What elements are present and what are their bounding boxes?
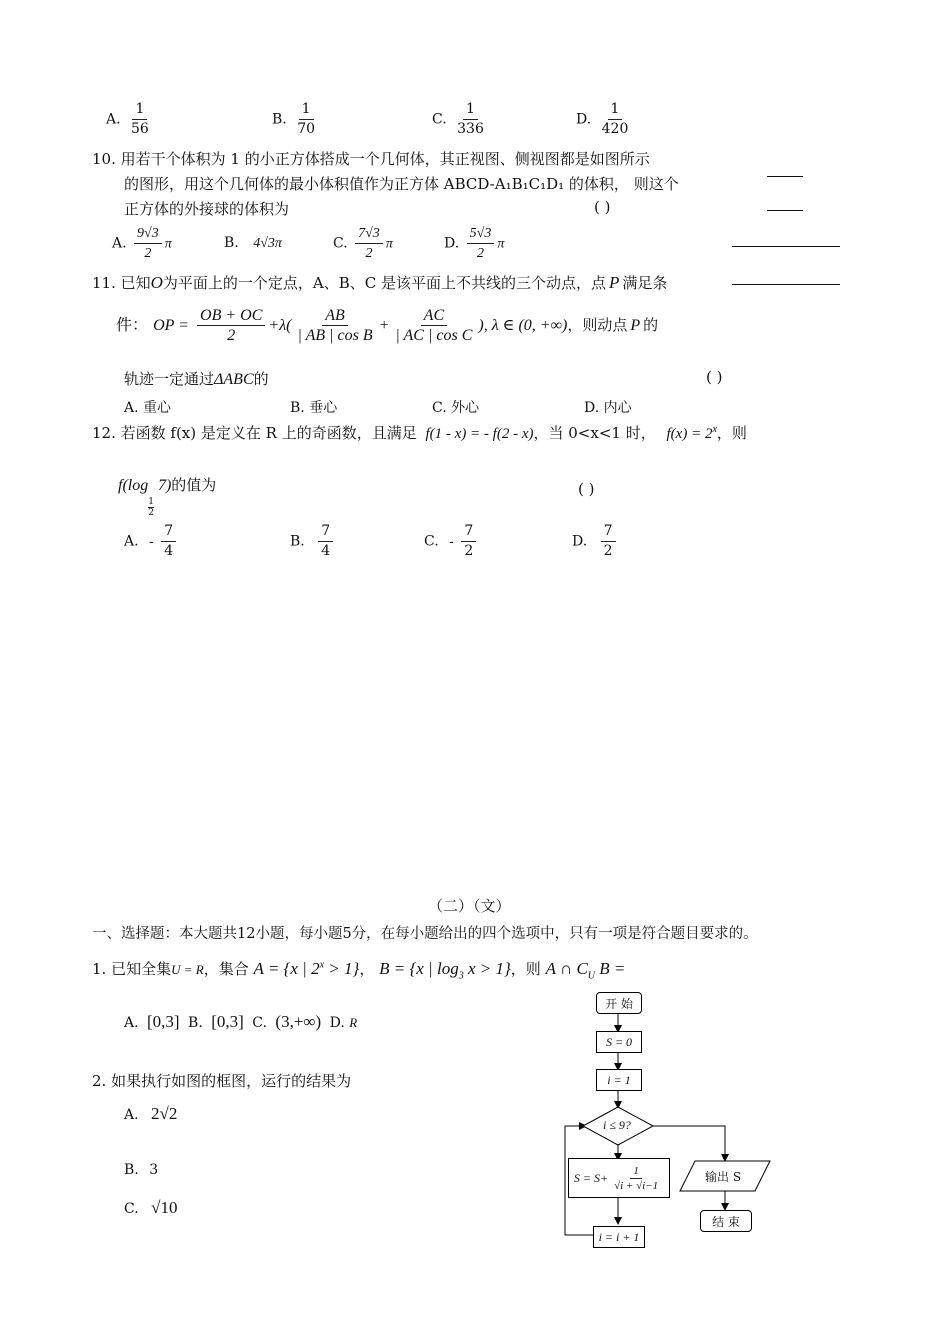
option-label: A.	[112, 235, 127, 252]
option-label: C.	[424, 533, 439, 550]
text: 1. 已知全集	[92, 960, 172, 978]
fraction	[128, 100, 152, 139]
denominator: 2	[603, 543, 613, 559]
q11-option-d: D. 内心	[584, 400, 632, 416]
text: 件：	[116, 315, 149, 334]
p2-option-c	[124, 1198, 177, 1218]
denominator: 420	[601, 121, 629, 137]
option-value: R	[349, 1015, 358, 1030]
option-label: B.	[224, 235, 239, 251]
option-label: B.	[290, 533, 305, 550]
universal-set: U = R	[171, 962, 204, 977]
set-a-body: A = {x | 2	[253, 959, 320, 978]
text: 的	[253, 370, 269, 388]
text: ，当 0<x<1 时，	[533, 424, 656, 442]
flowchart-output: 输出 S	[705, 1170, 742, 1184]
q9-option-d	[576, 100, 634, 139]
option-label: D.	[329, 1015, 345, 1031]
q11-line-3	[124, 368, 269, 389]
numerator: 7	[161, 522, 176, 542]
fraction	[611, 1164, 661, 1193]
text: ，则	[716, 424, 747, 442]
denominator: 2	[476, 246, 484, 261]
flowchart-i-init: i = 1	[596, 1069, 642, 1091]
q10-answer-paren: ( )	[594, 198, 611, 216]
figure-line	[767, 210, 803, 211]
text: 11. 已知	[92, 274, 151, 292]
option-value: [0,3]	[211, 1012, 244, 1031]
q9-option-b	[272, 100, 321, 139]
q10-option-b	[224, 235, 282, 252]
set-b-end: x > 1}	[463, 959, 511, 978]
fraction	[467, 224, 495, 263]
numerator: 1	[630, 1164, 642, 1179]
option-label: D.	[572, 533, 588, 550]
figure-line	[732, 284, 840, 285]
set-a-end: > 1}	[324, 959, 360, 978]
log-base	[148, 497, 154, 518]
p1-question	[92, 958, 625, 981]
q12-option-b	[290, 522, 336, 561]
numerator: 1	[148, 497, 154, 507]
lambda: +λ(	[268, 317, 292, 334]
denominator: 2	[227, 327, 236, 344]
set-b	[379, 959, 511, 982]
q12-option-c	[424, 522, 479, 561]
option-label: D.	[444, 235, 460, 252]
log-argument: 7)	[153, 477, 172, 494]
denominator: 2	[148, 508, 154, 518]
numerator: 1	[299, 100, 314, 120]
flowchart-update-s	[568, 1158, 670, 1198]
flowchart-increment: i = i + 1	[593, 1226, 645, 1248]
option-value: 3	[149, 1162, 159, 1178]
expression-body: A ∩ C	[545, 959, 588, 978]
plus-sign: +	[378, 317, 390, 334]
denominator: | AB | cos B	[297, 327, 373, 344]
fraction	[454, 100, 487, 139]
fraction	[294, 306, 375, 345]
option-label: B.	[188, 1015, 203, 1031]
expression	[545, 959, 626, 982]
exponent: x	[712, 424, 717, 435]
text: ，则	[510, 960, 541, 978]
text: 轨迹一定通过	[124, 370, 215, 388]
numerator: AC	[421, 306, 447, 326]
denominator: √i + √i−1	[614, 1179, 659, 1192]
vector-op: OP =	[153, 317, 189, 334]
q10-line-3: 正方体的外接球的体积为	[124, 200, 290, 218]
q12-option-a	[124, 522, 179, 561]
point-o: O	[150, 273, 163, 292]
q12-answer-paren: ( )	[578, 480, 595, 498]
triangle-abc: ΔABC	[214, 371, 254, 388]
pi-symbol: π	[164, 236, 172, 252]
option-label: C.	[333, 235, 348, 252]
q10-line-2: 的图形，用这个几何体的最小体积值作为正方体 ABCD-A₁B₁C₁D₁ 的体积， 则这个	[124, 175, 679, 193]
q9-option-a	[106, 100, 155, 139]
option-label: C.	[432, 111, 447, 128]
denominator: 2	[464, 543, 474, 559]
option-value: 2√2	[151, 1104, 178, 1123]
flowchart-start: 开 始	[596, 992, 642, 1014]
numerator: 7√3	[355, 224, 383, 244]
text: ，	[359, 960, 375, 978]
q12-line-2	[118, 474, 216, 518]
log-expression: f(log	[118, 477, 149, 494]
fraction	[355, 224, 383, 263]
q10-option-d	[444, 224, 504, 263]
q10-option-a	[112, 224, 172, 263]
q11-option-c: C. 外心	[432, 400, 480, 416]
option-value: [0,3]	[147, 1012, 180, 1031]
fraction	[294, 100, 318, 139]
option-label: C.	[252, 1015, 267, 1031]
section-heading: （二）（文）	[428, 897, 511, 915]
option-label: B.	[272, 111, 287, 128]
text: 的值为	[171, 476, 217, 494]
set-a	[254, 959, 360, 978]
condition: f(1 - x) = - f(2 - x)	[425, 426, 534, 442]
text: 12. 若函数 f(x) 是定义在 R 上的奇函数，且满足	[92, 424, 417, 442]
section-intro: 一、选择题：本大题共12小题，每小题5分，在每小题给出的四个选项中，只有一项是符合题目要求的。	[92, 926, 758, 942]
flowchart-end: 结 束	[700, 1210, 752, 1232]
flowchart-s-init: S = 0	[596, 1031, 642, 1053]
q11-answer-paren: ( )	[706, 368, 723, 386]
p1-options	[124, 1012, 357, 1032]
option-value: 4√3π	[253, 236, 282, 251]
function-def	[667, 426, 717, 442]
set-b-body: B = {x | log	[379, 959, 459, 978]
function-base: f(x) = 2	[666, 426, 713, 442]
q9-option-c	[432, 100, 490, 139]
numerator: 1	[608, 100, 623, 120]
q12-option-d	[572, 522, 619, 561]
q10-line-1: 10. 用若干个体积为 1 的小正方体搭成一个几何体，其正视图、侧视图都是如图所示	[92, 150, 650, 168]
fraction	[134, 224, 162, 263]
option-value: √10	[151, 1198, 178, 1217]
point-p: P	[630, 317, 641, 334]
fraction	[599, 100, 632, 139]
pi-symbol: π	[497, 236, 505, 252]
fraction	[197, 306, 265, 345]
update-s-left: S = S+	[573, 1170, 609, 1185]
numerator: 7	[318, 522, 333, 542]
fraction	[318, 522, 333, 561]
numerator: 1	[132, 100, 147, 120]
text: 的	[643, 316, 659, 334]
denominator: | AC | cos C	[395, 327, 473, 344]
numerator: 1	[463, 100, 478, 120]
denominator: 2	[365, 246, 373, 261]
text: ，集合	[203, 960, 249, 978]
q12-line-1	[92, 422, 747, 443]
fraction	[461, 522, 476, 561]
p2-option-b	[124, 1162, 158, 1178]
option-label: B.	[124, 1162, 139, 1178]
sign: -	[149, 533, 154, 550]
q11-line-1	[92, 272, 667, 293]
exponent: x	[319, 959, 325, 971]
fraction	[161, 522, 176, 561]
option-label: A.	[124, 1015, 139, 1031]
fraction	[392, 306, 475, 345]
numerator: 7	[461, 522, 476, 542]
p2-option-a	[124, 1104, 177, 1124]
q11-line-2	[116, 306, 658, 345]
text: 为平面上的一个定点，A、B、C 是该平面上不共线的三个动点，点	[162, 274, 607, 292]
denominator: 2	[144, 246, 152, 261]
denominator: 4	[164, 543, 174, 559]
option-label: D.	[576, 111, 592, 128]
denominator: 336	[457, 121, 484, 137]
numerator: 7	[601, 522, 616, 542]
expression-end: B =	[595, 959, 626, 978]
option-label: C.	[124, 1201, 139, 1217]
text: ，则动点	[567, 316, 628, 334]
subscript: 3	[458, 970, 464, 982]
text: 满足条	[622, 274, 668, 292]
numerator: 5√3	[467, 224, 495, 244]
figure-line	[767, 176, 803, 177]
q11-option-a: A. 重心	[124, 400, 172, 416]
numerator: AB	[322, 306, 348, 326]
sign: -	[449, 533, 454, 550]
option-label: A.	[106, 111, 121, 128]
option-label: A.	[124, 533, 139, 550]
q11-option-b: B. 垂心	[290, 400, 338, 416]
point-p: P	[609, 273, 620, 292]
figure-line	[732, 246, 840, 247]
pi-symbol: π	[385, 236, 393, 252]
numerator: 9√3	[134, 224, 162, 244]
flowchart-condition: i ≤ 9?	[603, 1118, 631, 1132]
option-label: A.	[124, 1107, 139, 1123]
fraction	[601, 522, 616, 561]
p2-question: 2. 如果执行如图的框图，运行的结果为	[92, 1072, 352, 1090]
denominator: 70	[297, 121, 316, 137]
q10-option-c	[333, 224, 393, 263]
denominator: 56	[131, 121, 149, 137]
numerator: OB + OC	[197, 306, 265, 326]
subscript: U	[587, 970, 596, 982]
denominator: 4	[321, 543, 331, 559]
lambda-range: ), λ ∈ (0, +∞)	[478, 317, 568, 334]
option-value: (3,+∞)	[275, 1012, 322, 1031]
